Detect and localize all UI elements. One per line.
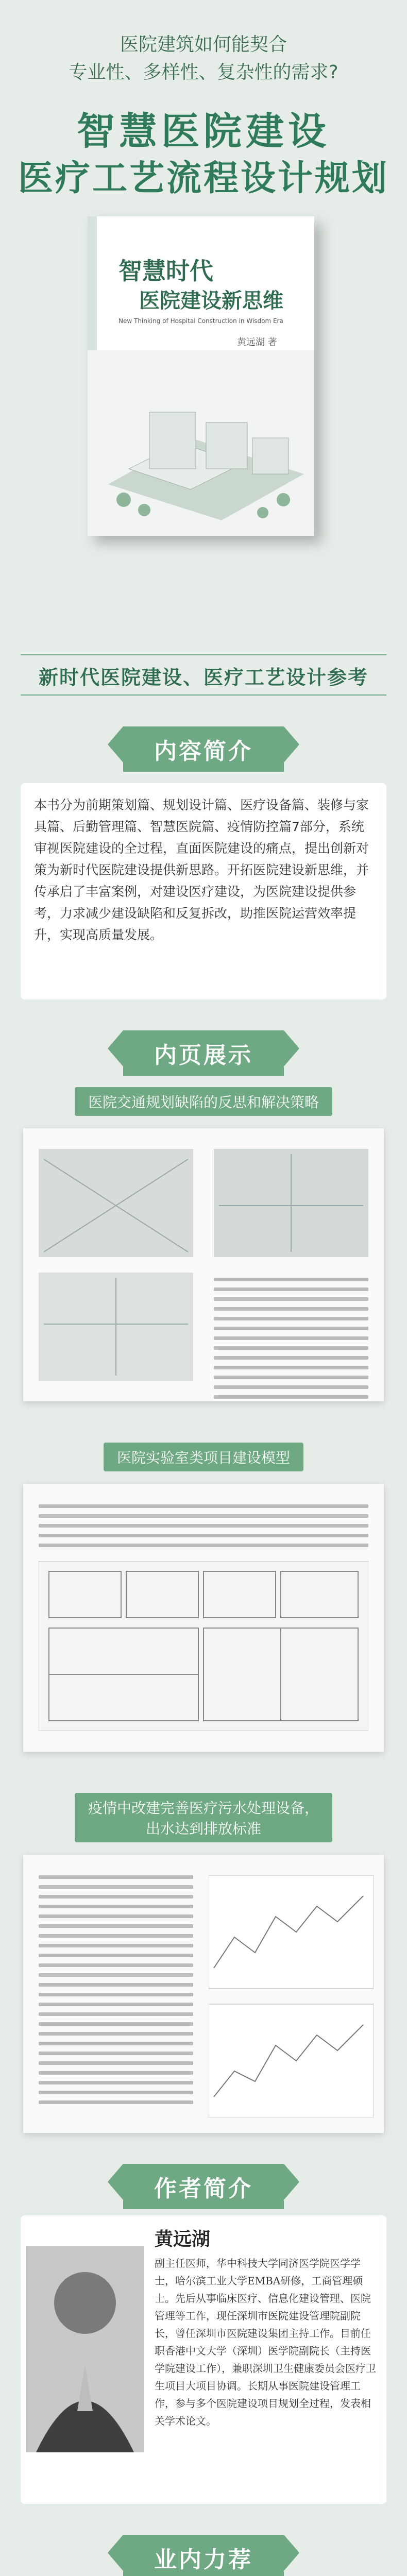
header [0,0,407,654]
slogan-text: 新时代医院建设、医疗工艺设计参考 [38,666,368,689]
praise-title: 业内力荐 [123,2535,284,2576]
inside-page-1-text [214,1278,368,1405]
slogan-line-bottom [21,694,386,696]
inside-page-3 [23,1855,384,2133]
book-title-2: 医院建设新思维 [139,289,283,313]
page-label-3-line-2: 出水达到排放标准 [145,1820,262,1837]
question-line-1: 医院建筑如何能契合 [120,34,287,55]
book-title: 智慧时代 [118,257,213,285]
book-cover-illustration [88,350,314,536]
praise-title-wrap [0,2535,407,2576]
intro-text: 本书分为前期策划篇、规划设计篇、医疗设备篇、装修与家具篇、后勤管理篇、智慧医院篇、疫情防控篇7部分，系统审视医院建设的全过程，直面医院建设的痛点，提出创新对策为新时代医院建设提供新思路。开拓医院建设新思维，并传承启了丰富案例，对建设医疗建设，为医院建设提供参考，力求减少建设缺陷和反复拆改，助推医院运营效率提升，实现高质量发展。 [34,798,369,942]
inside-title-wrap [0,1030,407,1076]
inside-title: 内页展示 [123,1030,284,1076]
inside-page-3-charts [209,1875,374,2117]
slogan [0,644,407,689]
author-photo [26,2246,144,2452]
page-label-1: 医院交通规划缺陷的反思和解决策略 [75,1087,332,1116]
main-title-line-1: 智慧医院建设 [77,109,330,154]
intro-title-wrap [0,726,407,772]
intro-card [21,783,386,999]
main-title-line-2: 医疗工艺流程设计规划 [18,158,389,199]
author-card [21,2215,386,2504]
author-title: 作者简介 [123,2164,284,2209]
inside-page-2 [23,1484,384,1752]
page-label-2: 医院实验室类项目建设模型 [104,1443,303,1471]
intro-title: 内容简介 [123,726,284,772]
inside-page-1 [23,1128,384,1401]
inside-page-2-text-top [39,1504,368,1553]
inside-page-3-text [39,1875,193,2110]
slogan-line-top [21,654,386,655]
author-name: 黄远湖 [155,2229,211,2250]
inside-page-2-plan [39,1561,368,1731]
page-label-3 [75,1793,332,1842]
author-bio: 副主任医师，华中科技大学同济医学院医学学士，哈尔滨工业大学EMBA研修，工商管理硕士。先后从事临床医疗、信息化建设管理、医院管理等工作，现任深圳市医院建设管理院副院长，曾任深圳市医院建设集团主持工作。目前任职香港中文大学（深圳）医学院副院长（主持医学院建设工作），兼职深圳卫生健康委员会医疗卫生项目大项目协调。长期从事医院建设管理工作，参与多个医院建设项目规划全过程，发表相关学术论文。 [155,2257,376,2427]
book-author: 黄远湖 著 [237,337,277,348]
book-cover [88,216,314,536]
book-subtitle: New Thinking of Hospital Construction in Wisdom Era [118,317,283,325]
question-line-2: 专业性、多样性、复杂性的需求? [69,62,338,83]
page-label-3-line-1: 疫情中改建完善医疗污水处理设备， [88,1800,319,1817]
author-title-wrap [0,2164,407,2209]
